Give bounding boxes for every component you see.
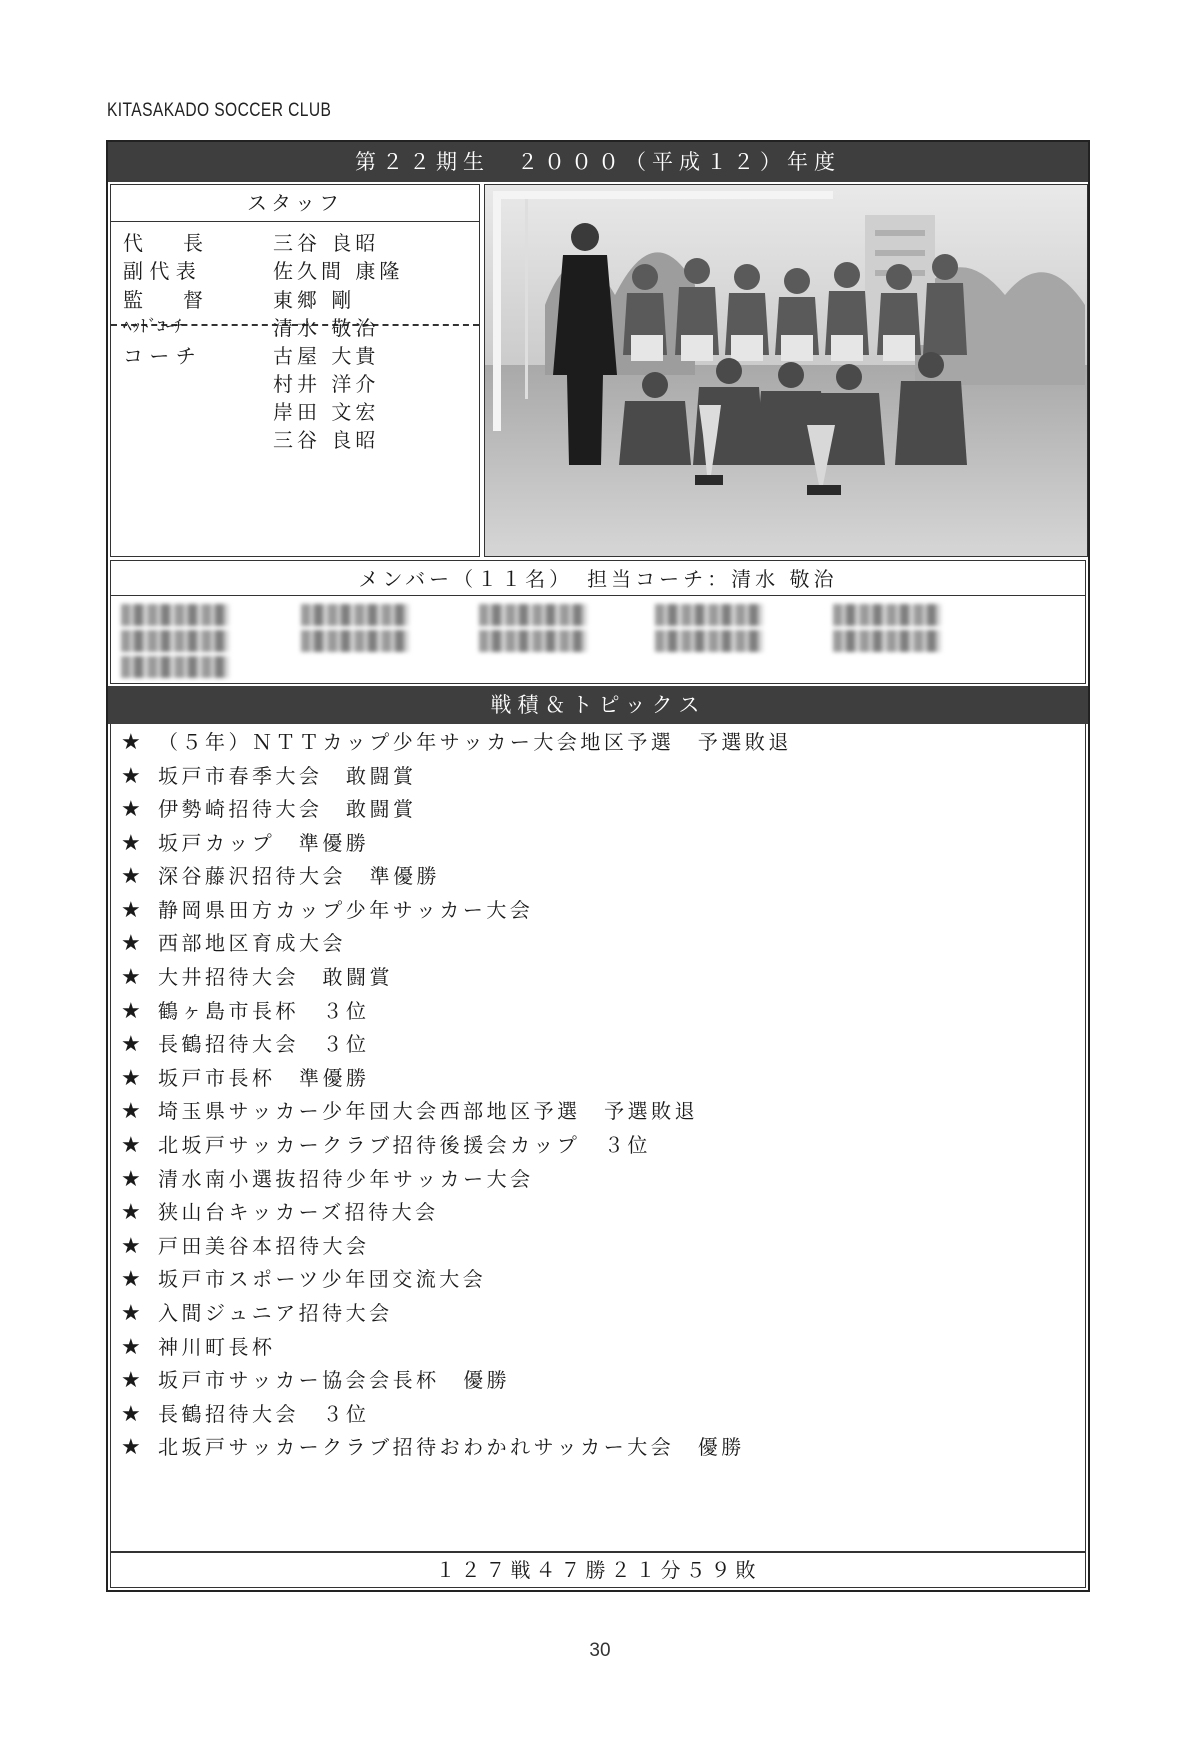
- staff-name: 三谷 良昭: [273, 428, 380, 452]
- topic-text: 坂戸市長杯 準優勝: [158, 1066, 370, 1090]
- star-icon: ★: [121, 1368, 145, 1393]
- star-icon: ★: [121, 1133, 145, 1158]
- staff-role: ﾍｯﾄﾞｺｰﾁ: [123, 317, 183, 337]
- topic-text: 戸田美谷本招待大会: [158, 1234, 370, 1258]
- redacted-name: [121, 656, 229, 678]
- topics-list: [110, 724, 1086, 1552]
- redacted-name: [301, 604, 409, 626]
- topic-item: [121, 827, 369, 857]
- topic-item: [121, 927, 346, 957]
- star-icon: ★: [121, 965, 145, 990]
- staff-name: 清水 敬治: [273, 316, 380, 340]
- star-icon: ★: [121, 1402, 145, 1427]
- topic-item: [121, 760, 417, 790]
- topic-item: [121, 1129, 651, 1159]
- members-list-redacted: [110, 596, 1086, 684]
- staff-box: [110, 184, 480, 557]
- redacted-name: [479, 630, 587, 652]
- topic-text: 坂戸カップ 準優勝: [158, 831, 370, 855]
- star-icon: ★: [121, 831, 145, 856]
- topic-text: 鶴ヶ島市長杯 ３位: [158, 999, 370, 1023]
- topics-heading-bar: 戦積＆トピックス: [108, 686, 1088, 724]
- staff-role: 副 代 表: [123, 259, 196, 283]
- staff-name: 佐久間 康隆: [273, 259, 404, 283]
- topic-text: 清水南小選抜招待少年サッカー大会: [158, 1167, 534, 1191]
- topic-text: 長鶴招待大会 ３位: [158, 1402, 370, 1426]
- topic-item: [121, 1431, 745, 1461]
- staff-role: 代 長: [123, 231, 203, 255]
- topic-item: [121, 1062, 370, 1092]
- topic-item: [121, 793, 417, 823]
- topic-text: 深谷藤沢招待大会 準優勝: [158, 864, 440, 888]
- redacted-name: [833, 630, 941, 652]
- star-icon: ★: [121, 1099, 145, 1124]
- staff-role: 監 督: [123, 288, 203, 312]
- topic-item: [121, 1028, 370, 1058]
- topic-item: [121, 894, 533, 924]
- staff-name: 古屋 大貴: [273, 344, 380, 368]
- star-icon: ★: [121, 1267, 145, 1292]
- topic-text: 長鶴招待大会 ３位: [158, 1032, 370, 1056]
- topic-item: [121, 1163, 534, 1193]
- topic-text: 西部地区育成大会: [158, 931, 346, 955]
- staff-heading: スタッフ: [111, 185, 479, 222]
- star-icon: ★: [121, 797, 145, 822]
- season-record-sheet: [106, 140, 1090, 1592]
- staff-role: コ ー チ: [123, 344, 196, 368]
- topic-text: 大井招待大会 敢闘賞: [158, 965, 393, 989]
- team-photo-image: [485, 185, 1087, 556]
- star-icon: ★: [121, 1234, 145, 1259]
- redacted-name: [121, 604, 229, 626]
- topic-item: [121, 1263, 486, 1293]
- team-photo: [484, 184, 1088, 557]
- star-icon: ★: [121, 1435, 145, 1460]
- topic-text: 静岡県田方カップ少年サッカー大会: [158, 898, 534, 922]
- redacted-name: [655, 604, 763, 626]
- star-icon: ★: [121, 898, 145, 923]
- topic-item: [121, 995, 370, 1025]
- topic-item: [121, 726, 792, 756]
- star-icon: ★: [121, 1167, 145, 1192]
- topic-text: 埼玉県サッカー少年団大会西部地区予選 予選敗退: [158, 1099, 699, 1123]
- club-name: KITASAKADO SOCCER CLUB: [107, 100, 332, 121]
- topic-text: 坂戸市春季大会 敢闘賞: [158, 764, 417, 788]
- topic-item: [121, 860, 440, 890]
- topic-text: 神川町長杯: [158, 1335, 276, 1359]
- page-number: 30: [589, 1640, 611, 1661]
- redacted-name: [301, 630, 409, 652]
- redacted-name: [479, 604, 587, 626]
- topic-text: 坂戸市サッカー協会会長杯 優勝: [158, 1368, 511, 1392]
- staff-name: 三谷 良昭: [273, 231, 380, 255]
- redacted-name: [121, 630, 229, 652]
- star-icon: ★: [121, 931, 145, 956]
- redacted-name: [833, 604, 941, 626]
- star-icon: ★: [121, 1200, 145, 1225]
- topic-text: 狭山台キッカーズ招待大会: [158, 1200, 439, 1224]
- topic-item: [121, 1364, 510, 1394]
- staff-name: 東郷 剛: [273, 288, 356, 312]
- star-icon: ★: [121, 764, 145, 789]
- topic-item: [121, 1297, 393, 1327]
- star-icon: ★: [121, 1032, 145, 1057]
- redacted-name: [655, 630, 763, 652]
- topic-text: 坂戸市スポーツ少年団交流大会: [158, 1267, 487, 1291]
- staff-name: 村井 洋介: [273, 372, 380, 396]
- season-title-bar: 第２２期生 ２０００（平成１２）年度: [108, 142, 1088, 182]
- star-icon: ★: [121, 1066, 145, 1091]
- topic-item: [121, 1095, 698, 1125]
- topic-text: （５年）ＮＴＴカップ少年サッカー大会地区予選 予選敗退: [158, 730, 792, 754]
- topic-text: 北坂戸サッカークラブ招待後援会カップ ３位: [158, 1133, 651, 1157]
- topic-item: [121, 1331, 276, 1361]
- star-icon: ★: [121, 864, 145, 889]
- topic-item: [121, 1196, 439, 1226]
- topic-text: 伊勢崎招待大会 敢闘賞: [158, 797, 417, 821]
- star-icon: ★: [121, 999, 145, 1024]
- topic-text: 入間ジュニア招待大会: [158, 1301, 393, 1325]
- topic-item: [121, 1398, 370, 1428]
- topic-item: [121, 961, 393, 991]
- staff-name: 岸田 文宏: [273, 400, 380, 424]
- star-icon: ★: [121, 1335, 145, 1360]
- record-total: １２７戦４７勝２１分５９敗: [110, 1552, 1086, 1588]
- star-icon: ★: [121, 1301, 145, 1326]
- topic-item: [121, 1230, 370, 1260]
- topic-text: 北坂戸サッカークラブ招待おわかれサッカー大会 優勝: [158, 1435, 745, 1459]
- members-heading: メンバー（１１名） 担当コーチ：清水 敬治: [110, 560, 1086, 596]
- star-icon: ★: [121, 730, 145, 755]
